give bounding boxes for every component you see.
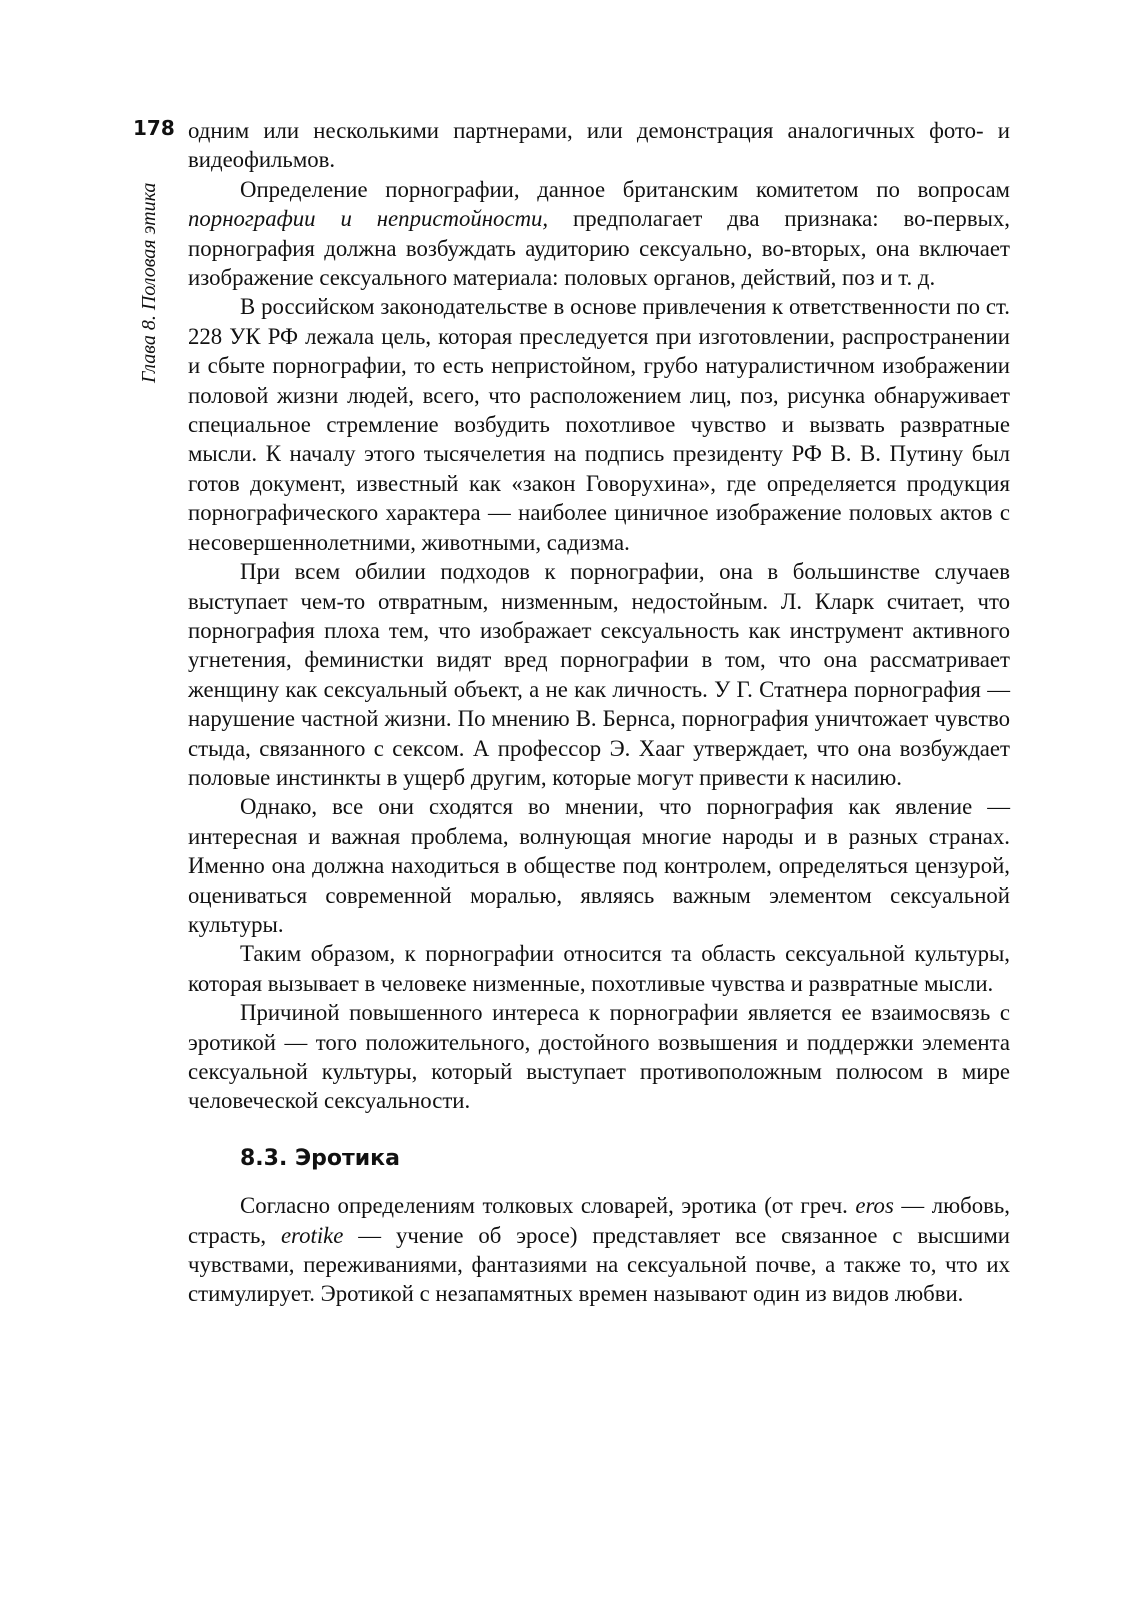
text-run: В российском законодательстве в основе привлечения к ответственности по ст. 228 УК РФ лежала цель, которая преследуется при изготовлении, распространении и сбыте порнографии, то есть непристойном, грубо натуралистичном изображении половой жизни людей, всего, что расположением лиц, поз, рисунка обнаруживает специальное стремление возбудить похотливое чувство и вызвать развратные мысли. К началу этого тысячелетия на подпись президенту РФ В. В. Путину был готов документ, известный как «закон Говорухина», где определяется продукция порнографического характера — наиболее циничное изображение половых актов с несовершеннолетними, животными, садизма. <box>188 294 1010 555</box>
section-title: 8.3. Эротика <box>240 1145 400 1171</box>
paragraphs <box>188 116 1010 1116</box>
text-run: Однако, все они сходятся во мнении, что порнография как явление — интересная и важная проблема, волнующая многие народы и в разных странах. Именно она должна находиться в обществе под контролем, определяться цензурой, оцениваться современной моралью, являясь важным элементом сексуальной культуры. <box>188 794 1010 937</box>
italic-term: порнографии и непристойности, <box>188 206 549 232</box>
text-run: Таким образом, к порнографии относится та область сексуальной культуры, которая вызывает в человеке низменные, похотливые чувства и развратные мысли. <box>188 941 1010 996</box>
text-run: — любовь, страсть, <box>188 1193 1010 1248</box>
paragraph <box>188 939 1010 998</box>
page-body <box>188 116 1010 1309</box>
paragraph <box>188 557 1010 792</box>
paragraph <box>188 792 1010 939</box>
text-run: предполагает два признака: во-первых, порнография должна возбуждать аудиторию сексуально, во-вторых, она включает изображение сексуального материала: половых органов, действий, поз и т. д. <box>188 206 1011 291</box>
text-run: Определение порнографии, данное британским комитетом по вопросам <box>240 176 1010 202</box>
paragraph <box>188 116 1010 175</box>
paragraph <box>188 998 1010 1116</box>
text-run: Причиной повышенного интереса к порнографии является ее взаимосвязь с эротикой — того положительного, достойного возвышения и поддержки элемента сексуальной культуры, который выступает противоположным полюсом в мире человеческой сексуальности. <box>188 1000 1010 1114</box>
paragraph <box>188 1191 1010 1309</box>
text-run: одним или несколькими партнерами, или демонстрация аналогичных фото- и видеофильмов. <box>188 118 1010 173</box>
section-paragraphs <box>188 1191 1010 1309</box>
paragraph <box>188 292 1010 557</box>
text-run: Согласно определениям толковых словарей, эротика (от греч. <box>240 1193 856 1219</box>
italic-term: eros <box>855 1193 894 1219</box>
italic-term: erotike <box>280 1222 344 1248</box>
paragraph <box>188 175 1010 293</box>
text-run: — учение об эросе) представляет все связанное с высшими чувствами, переживаниями, фантазиями на сексуальной почве, а также то, что их стимулирует. Эротикой с незапамятных времен называют один из видов любви. <box>188 1222 1010 1307</box>
text-run: При всем обилии подходов к порнографии, она в большинстве случаев выступает чем-то отвратным, низменным, недостойным. Л. Кларк считает, что порнография плоха тем, что изображает сексуальность как инструмент активного угнетения, феминистки видят вред порнографии в том, что она рассматривает женщину как сексуальный объект, а не как личность. У Г. Статнера порнография — нарушение частной жизни. По мнению В. Бернса, порнография уничтожает чувство стыда, связанного с сексом. А профессор Э. Хааг утверждает, что она возбуждает половые инстинкты в ущерб другим, которые могут привести к насилию. <box>188 559 1010 790</box>
page-number: 178 <box>133 116 175 140</box>
running-head: Глава 8. Половая этика <box>138 182 160 383</box>
